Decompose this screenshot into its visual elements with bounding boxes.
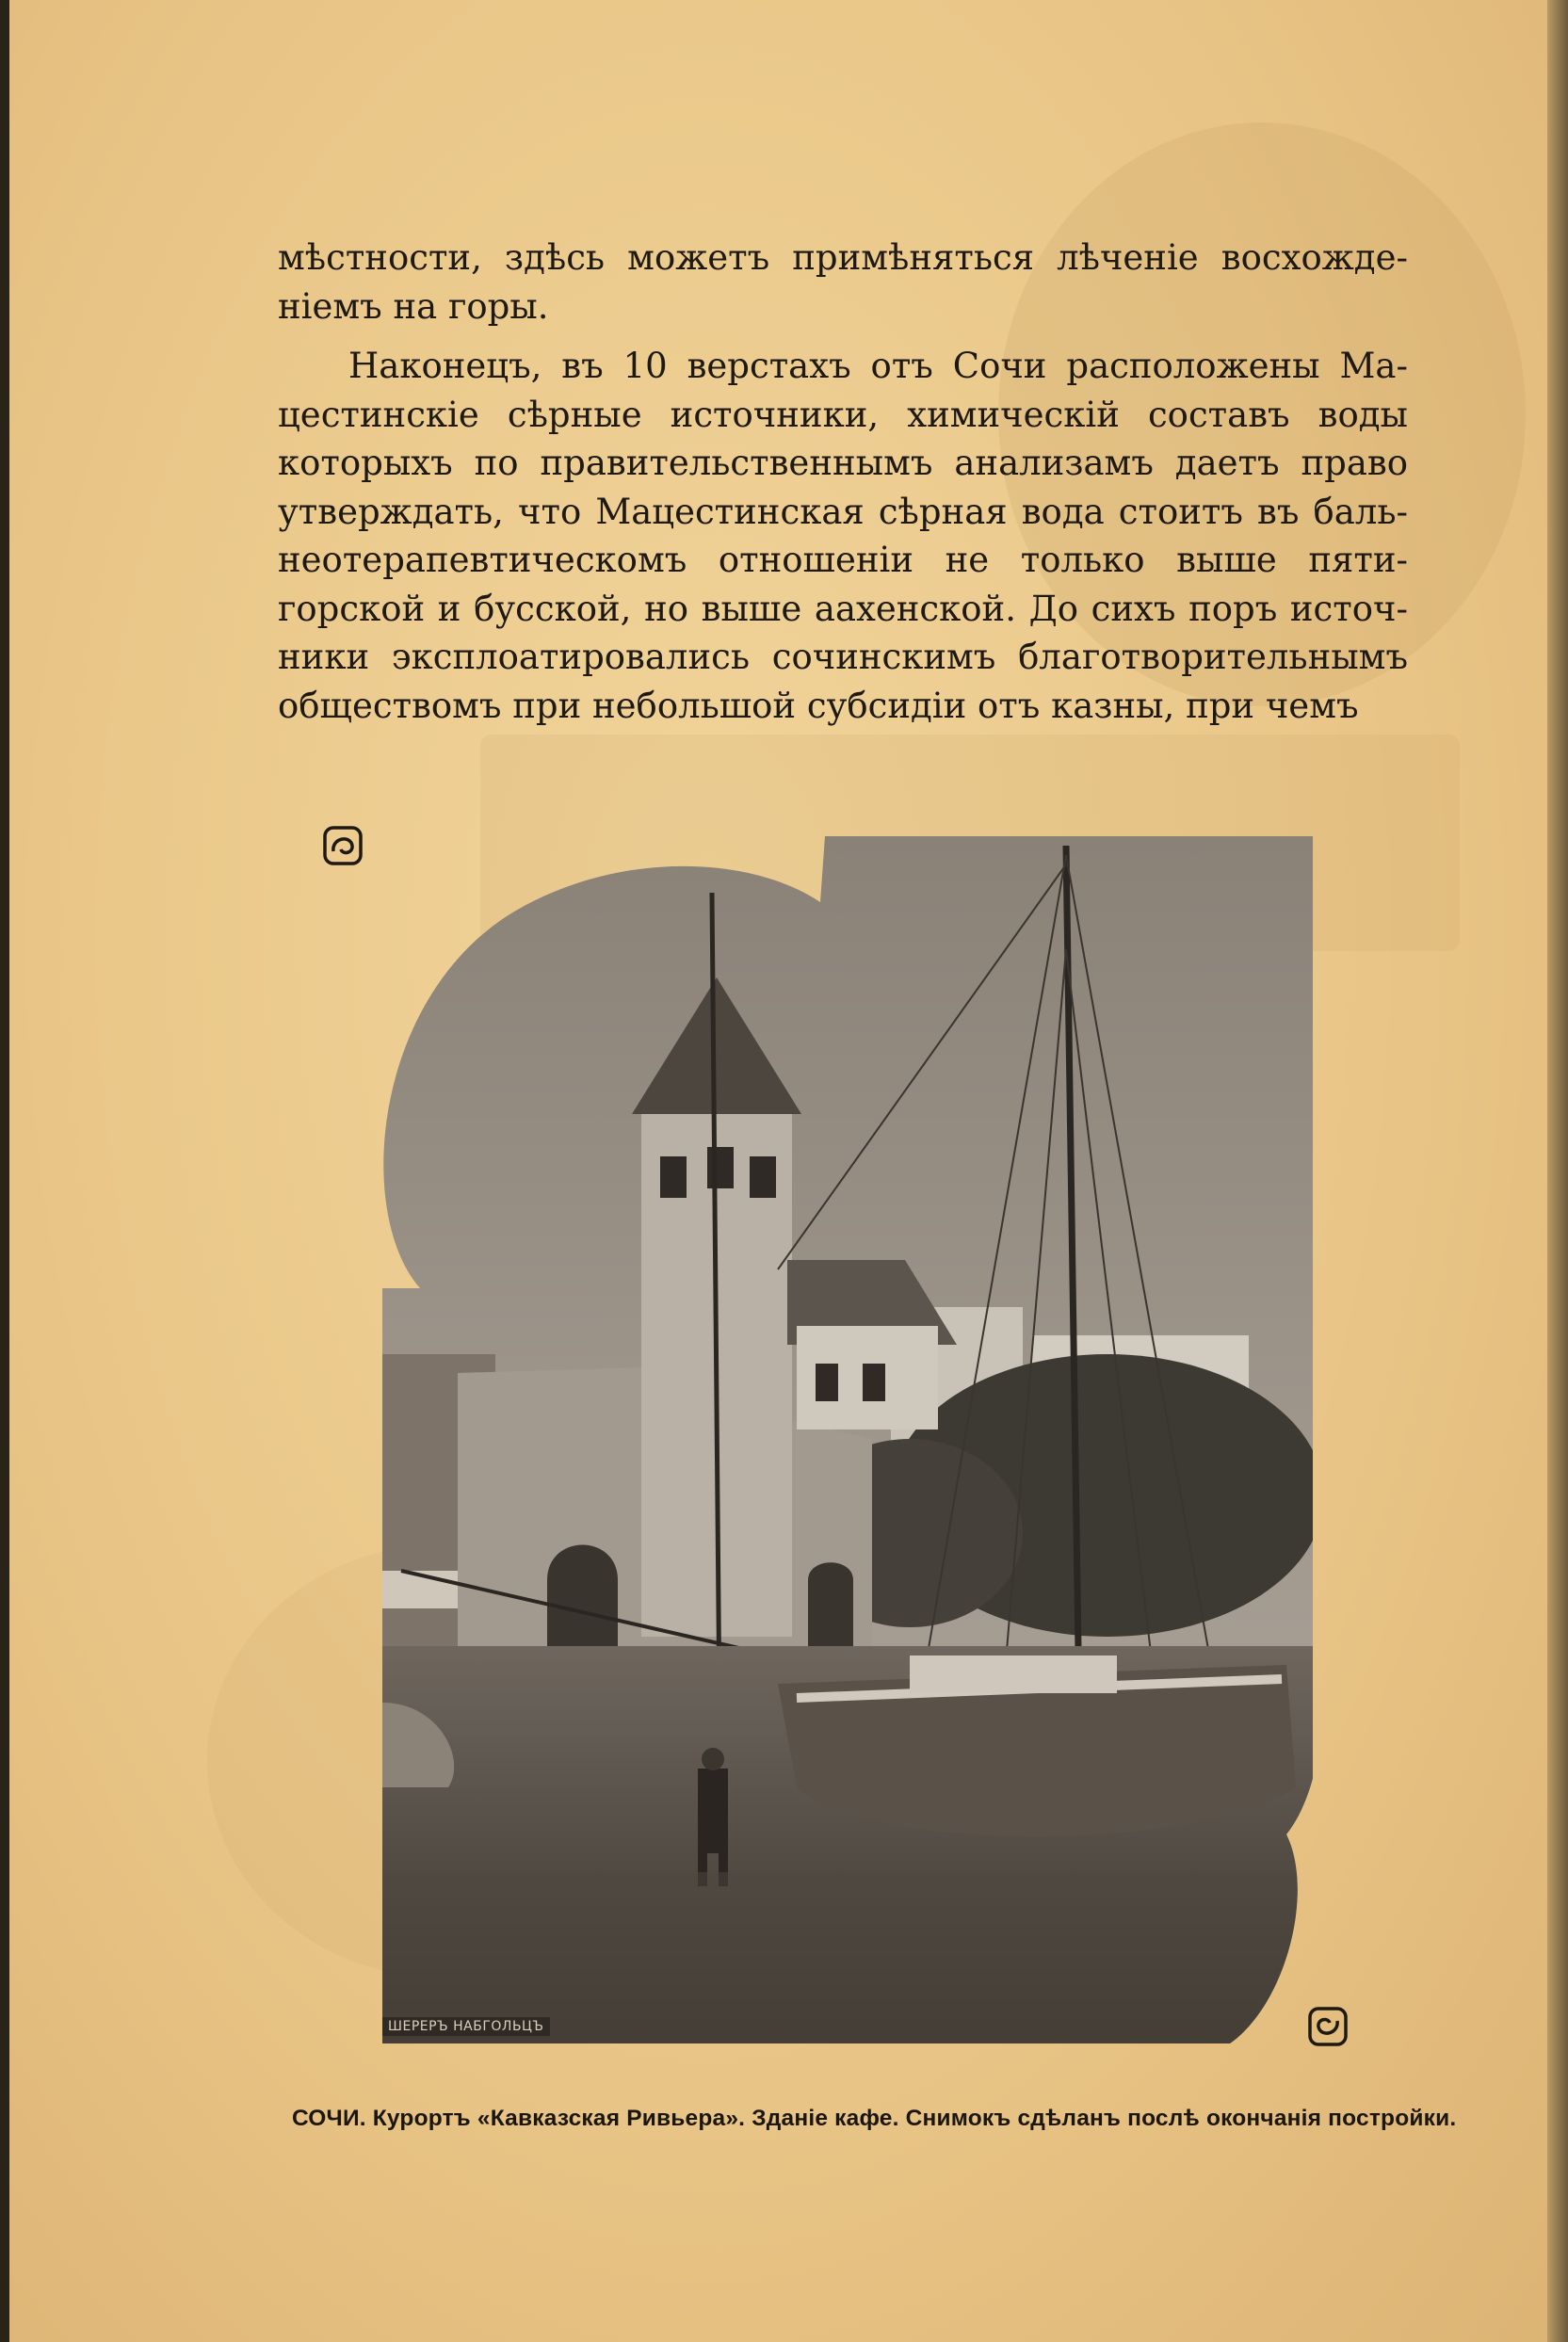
paragraph-1: мѣстности, здѣсь можетъ примѣняться лѣченіе восхожденіемъ на горы.: [278, 237, 1408, 327]
cafe-building-photo: [382, 836, 1313, 2043]
paragraph-2: Наконецъ, въ 10 верстахъ отъ Сочи расположены Мацестинскіе сѣрные источники, химическій составъ воды которыхъ по правительственнымъ анализамъ даетъ право утверждать, что Мацестинская сѣрная вода стоитъ въ бальнеотерапевтическомъ отношеніи не только выше пятигорской и бусской, но выше аахенской. До сихъ поръ источники эксплоатировались сочинскимъ благотворительнымъ обществомъ при небольшой субсидіи отъ казны, при чемъ: [278, 346, 1408, 726]
photographer-signature: ШЕРЕРЪ НАБГОЛЬЦЪ: [382, 2017, 550, 2036]
scroll-ornament-icon: [322, 825, 364, 866]
book-page: [9, 0, 1561, 2342]
page-edge: [1547, 0, 1568, 2342]
photo-caption: СОЧИ. Курортъ «Кавказская Ривьера». Зданіе кафе. Снимокъ сдѣланъ послѣ окончанія постройки.: [292, 2106, 1457, 2131]
body-text: [278, 234, 1408, 730]
photo-image: [382, 836, 1313, 2043]
scroll-ornament-icon: [1307, 2006, 1349, 2047]
